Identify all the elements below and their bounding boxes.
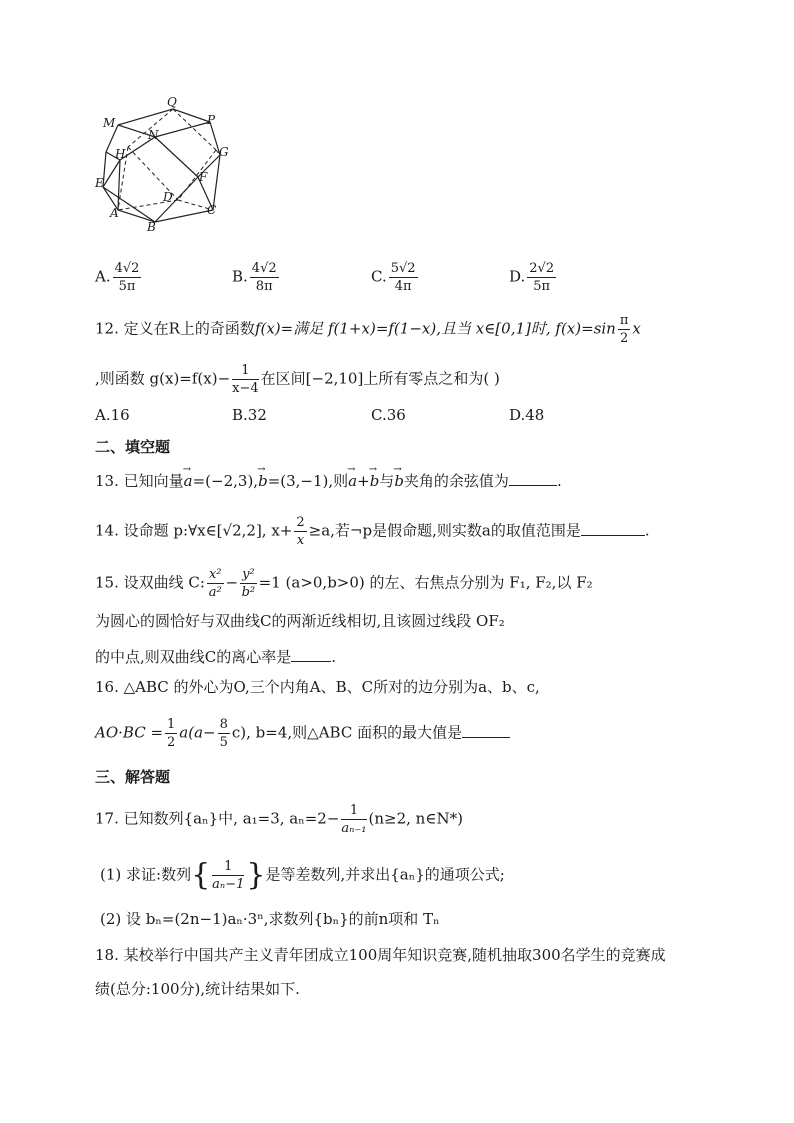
label-D: D bbox=[163, 190, 173, 204]
option-a[interactable]: A.16 bbox=[95, 406, 130, 424]
q15-line3: 的中点,则双曲线C的离心率是 . bbox=[95, 648, 337, 666]
q18-line1: 18. 某校举行中国共产主义青年团成立100周年知识竞赛,随机抽取300名学生的竞赛成 bbox=[95, 946, 666, 964]
q15-line2: 为圆心的圆恰好与双曲线C的两渐近线相切,且该圆过线段 OF₂ bbox=[95, 612, 505, 630]
option-c[interactable]: C. $\frac{5√2}{4\pi}$ bbox=[371, 261, 416, 294]
answer-blank[interactable] bbox=[509, 471, 557, 486]
option-d[interactable]: D. $\frac{2√2}{5\pi}$ bbox=[509, 261, 555, 294]
q12-line2: ,则函数 g(x)=f(x)− $\frac{1}{x-4}$ 在区间[−2,10]上所有零点之和为( ) bbox=[95, 363, 500, 396]
answer-blank[interactable] bbox=[291, 647, 331, 662]
label-C: C bbox=[207, 203, 217, 217]
label-P: P bbox=[207, 113, 216, 127]
q16-line1: 16. △ABC 的外心为O,三个内角A、B、C所对的边分别为a、b、c, bbox=[95, 678, 540, 696]
label-A: A bbox=[110, 206, 119, 220]
q17-part2: (2) 设 bₙ=(2n−1)aₙ·3ⁿ,求数列{bₙ}的前n项和 Tₙ bbox=[100, 910, 440, 928]
q14: 14. 设命题 p:∀x∈[√2,2], x+ $\frac{2}{x}$ ≥a,若¬p是假命题,则实数a的取值范围是 . bbox=[95, 515, 650, 548]
label-F: F bbox=[199, 170, 208, 184]
label-G: G bbox=[219, 145, 229, 159]
option-b[interactable]: B.32 bbox=[232, 406, 267, 424]
label-N: N bbox=[148, 128, 159, 142]
q16-line2: AO·BC = $\frac{1}{2}$ a(a− $\frac{8}{5}$ c), b=4,则△ABC 面积的最大值是 bbox=[95, 716, 510, 751]
label-M: M bbox=[103, 116, 116, 130]
answer-blank[interactable] bbox=[462, 723, 510, 738]
q18-line2: 绩(总分:100分),统计结果如下. bbox=[95, 980, 300, 998]
label-Q: Q bbox=[167, 95, 177, 109]
option-d[interactable]: D.48 bbox=[509, 406, 545, 424]
label-H: H bbox=[115, 147, 126, 161]
label-E: E bbox=[95, 176, 104, 190]
q15-line1: 15. 设双曲线 C: $\frac{\text{x²}}{\text{a²}}$ − $\frac{\text{y²}}{\text{b²}}$ =1 (a>0,b>0) 的左、右焦点分别为 F₁, F₂,以 F₂ bbox=[95, 567, 593, 600]
option-b[interactable]: B. $\frac{4√2}{8\pi}$ bbox=[232, 261, 277, 294]
answer-blank[interactable] bbox=[581, 521, 645, 536]
label-B: B bbox=[147, 220, 156, 234]
section-title-fill: 二、填空题 bbox=[95, 438, 171, 456]
section-title-answer: 三、解答题 bbox=[95, 768, 171, 786]
option-c[interactable]: C.36 bbox=[371, 406, 406, 424]
q17-part1: (1) 求证:数列{ $\frac{1}{\text{aₙ−1}}$ }是等差数列,并求出{aₙ}的通项公式; bbox=[100, 857, 505, 893]
q13: 13. 已知向量→ a=(−2,3),→ b=(3,−1),则→ a+→ b与→ b夹角的余弦值为 . bbox=[95, 470, 562, 492]
q12-line1: 12. 定义在R上的奇函数f(x)=满足 f(1+x)=f(1−x),且当 x∈[0,1]时, f(x)=sin $\frac{\pi}{2}$ x bbox=[95, 313, 641, 346]
q17: 17. 已知数列{aₙ}中, a₁=3, aₙ=2− $\frac{1}{\text{aₙ₋₁}}$ (n≥2, n∈N*) bbox=[95, 803, 463, 836]
option-a[interactable]: A. $\frac{4√2}{5\pi}$ bbox=[95, 261, 140, 294]
